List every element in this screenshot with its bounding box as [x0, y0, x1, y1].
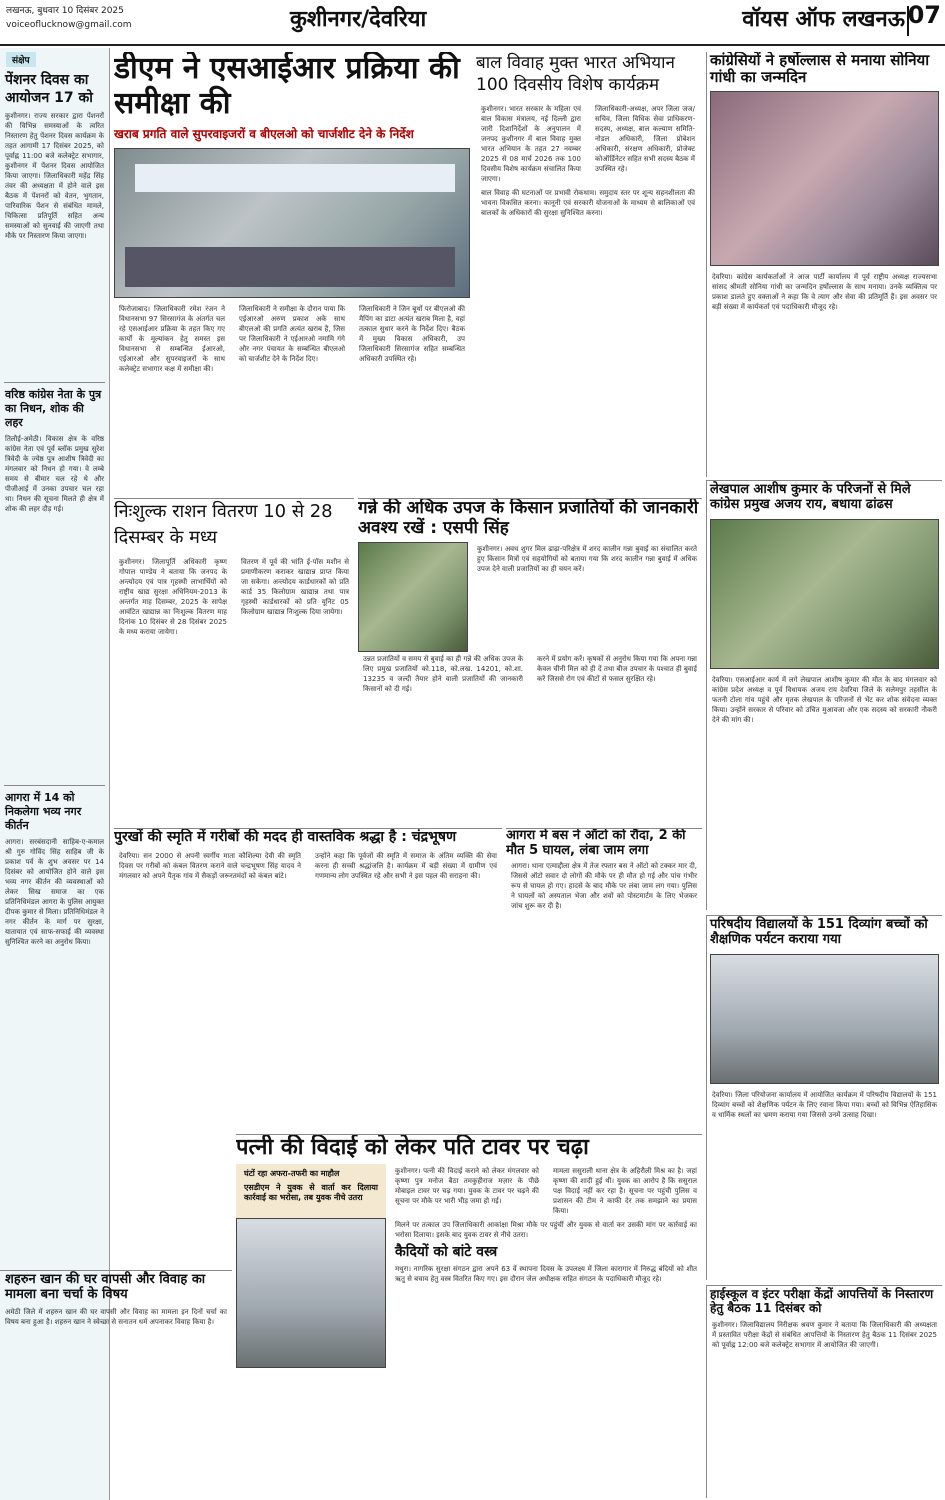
sidebar-body-2: तिलौई-अमेठी। विकास क्षेत्र के वरिष्ठ कांग्रेस नेता एवं पूर्व ब्लॉक प्रमुख सुरेश त्रिवेदी के ज्येष्ठ पुत्र आशीष त्रिवेदी का मंगलवार को निधन हो गया। वे लम्बे समय से बीमार चल रहे थे और पीजीआई में उनका उपचार चल रहा था। निधन की सूचना मिलते ही क्षेत्र में शोक की लहर दौड़ गई।	[5, 435, 104, 513]
tower-row	[236, 1164, 702, 1218]
ration-columns	[114, 555, 354, 639]
puraskar-body-1: देवरिया। सन 2000 से अपनी स्वर्गीय माता कौशिल्या देवी की स्मृति दिवस पर गरीबों को कंबल वितरण कराने वाले चन्द्रभूषण सिंह यादव ने मंगलवार को अपने पैतृक गांव में सैकड़ों जरूरतमंदों को कंबल बांटे।	[119, 852, 301, 881]
bal-vivah-story	[476, 52, 700, 492]
tower-bullet-2: एसडीएम ने युवक से वार्ता कर दिलाया कार्रवाई का भरोसा, तब युवक नीचे उतरा	[244, 1183, 378, 1203]
ganna-story	[358, 498, 702, 818]
divyang-photo	[710, 954, 939, 1084]
section-title: कुशीनगर/देवरिया	[290, 7, 427, 32]
ganna-headline: गन्ने की अधिक उपज के किसान प्रजातियों की जानकारी अवश्य रखें : एसपी सिंह	[358, 498, 699, 538]
sidebar-headline-3: आगरा में 14 को निकलेगा भव्य नगर कीर्तन	[5, 791, 82, 832]
lead-body-1: फिरोजाबाद। जिलाधिकारी रमेश रंजन ने विधानसभा 97 सिरसागंज के अंतर्गत चल रहे एसआईआर प्रक्रिया के तहत किए गए कार्यों के मूल्यांकन हेतु समस्त इस विधानसभा से सम्बन्धित ईआरओ, एईआरओ और सुपरवाइजरों के साथ कलेक्ट्रेट सभागार कक्ष में समीक्षा की।	[119, 305, 225, 373]
masthead-info	[6, 4, 132, 32]
lekhpal-photo	[710, 519, 939, 669]
lekhpal-story	[706, 480, 942, 910]
sidebar-headline-1: पेंशनर दिवस का आयोजन 17 को	[5, 72, 93, 106]
highschool-body: कुशीनगर। जिलाविद्यालय निरीक्षक श्रवण कुमार ने बताया कि जिलाधिकारी की अध्यक्षता में प्रस्तावित परीक्षा केंद्रों से संबंधित आपत्तियों के निस्तारण हेतु बैठक 11 दिसंबर 2025 को पूर्वाह्न 12:00 बजे कलेक्ट्रेट सभागार में आयोजित की जाएगी।	[712, 1320, 937, 1349]
dateline: लखनऊ, बुधवार 10 दिसंबर 2025	[6, 6, 124, 16]
lead-subhead: खराब प्रगति वाले सुपरवाइजरों व बीएलओ को चार्जशीट देने के निर्देश	[114, 127, 414, 141]
sidebar-headline-2: वरिष्ठ कांग्रेस नेता के पुत्र का निधन, शोक की लहर	[5, 388, 102, 429]
bal-body-1: कुशीनगर। भारत सरकार के महिला एवं बाल विकास मंत्रालय, नई दिल्ली द्वारा जारी दिशानिर्देशों के अनुपालन में जनपद कुशीनगर में बाल विवाह मुक्त भारत अभियान के तहत 27 नवम्बर 2025 से 08 मार्च 2026 तक 100 दिवसीय विशेष कार्यक्रम संचालित किया जाएगा।	[481, 105, 581, 183]
shahrun-story	[0, 1270, 232, 1498]
lead-story	[114, 52, 470, 472]
ganna-columns-2	[358, 652, 702, 696]
puraskar-headline: पुरखों की स्मृति में गरीबों की मदद ही वास्तविक श्रद्धा है : चंद्रभूषण	[114, 829, 457, 845]
paper-title: वॉयस ऑफ लखनऊ	[742, 7, 905, 32]
lead-body-3: जिलाधिकारी ने जिन बूथों पर बीएलओ की मैपिंग का डाटा अत्यंत खराब मिला है, वहां तत्काल सुधार करने के निर्देश दिए। बैठक में मुख्य विकास अधिकारी, उप जिलाधिकारी सिरसागंज सहित सम्बन्धित अधिकारी उपस्थित रहे।	[359, 305, 465, 363]
tower-headline: पत्नी की विदाई को लेकर पति टावर पर चढ़ा	[236, 1135, 589, 1160]
highschool-story	[706, 1285, 942, 1498]
divyang-story	[706, 915, 942, 1280]
vastra-body: मथुरा। नागरिक सुरक्षा संगठन द्वारा अपने 63 वें स्थापना दिवस के उपलक्ष्य में जिला कारागार में निरुद्ध बंदियों को शीत ऋतु से बचाव हेतु वस्त्र वितरित किए गए। इस दौरान जेल अधीक्षक सहित संगठन के पदाधिकारी मौजूद रहे।	[395, 1265, 697, 1284]
masthead	[0, 0, 945, 46]
agra-headline: आगरा में बस ने ऑटो को रौंदा, 2 की मौत 5 घायल, लंबा जाम लगा	[506, 828, 686, 858]
agra-body: आगरा। थाना एत्माद्दौला क्षेत्र में तेज रफ्तार बस ने ऑटो को टक्कर मार दी, जिससे ऑटो सवार दो लोगों की मौके पर ही मौत हो गई और पांच गंभीर रूप से घायल हो गए। हादसे के बाद मौके पर लंबा जाम लग गया। पुलिस ने घायलों को अस्पताल भेजा और शवों को पोस्टमार्टम के लिए भेजकर जांच शुरू कर दी है।	[511, 861, 697, 910]
shahrun-body: अमेठी जिले में शहरुन खान की घर वापसी और विवाह का मामला इन दिनों चर्चा का विषय बना हुआ है। शहरुन खान ने स्वेच्छा से सनातन धर्म अपनाकर विवाह किया है।	[5, 1307, 227, 1326]
lead-body-2: जिलाधिकारी ने समीक्षा के दौरान पाया कि एईआरओ अरुण प्रकाश अके साथ बीएलओ की प्रगति अत्यंत खराब है, जिस पर जिलाधिकारी ने एईआरओ नमामि गंगे और नगर पंचायत के सम्बन्धित बीएलओ को चार्जशीट देने के निर्देश दिए।	[239, 305, 345, 363]
meeting-banner	[135, 164, 455, 192]
tower-bullets	[236, 1164, 386, 1218]
sidebar-body-1: कुशीनगर। राज्य सरकार द्वारा पेंशनरों की विभिन्न समस्याओं के त्वरित निस्तारण हेतु पेंशनर दिवस कार्यक्रम के तहत आगामी 17 दिसंबर 2025, को पूर्वाह्न 11:00 बजे कलेक्ट्रेट सभागार, कुशीनगर में पेंशनर दिवस आयोजित किया जाएगा। जिलाधिकारी महेंद्र सिंह तंवर की अध्यक्षता में होने वाले इस बैठक में पेंशनरों को वेतन, भुगतान, पारिवारिक पेंशन से संबंधित मामले, चिकित्सा प्रतिपूर्ति सहित अन्य समस्याओं को सुनवाई की जाएगी तथा मौके पर निस्तारण किया जाएगा।	[5, 112, 104, 240]
meeting-table	[125, 247, 455, 287]
congress-story	[706, 52, 942, 477]
tower-photo	[236, 1218, 386, 1368]
puraskar-columns	[114, 849, 502, 883]
congress-headline: कांग्रेसियों ने हर्षोल्लास से मनाया सोनिया गांधी का जन्मदिन	[710, 52, 930, 87]
puraskar-story	[114, 828, 502, 1128]
lead-headline: डीएम ने एसआईआर प्रक्रिया की समीक्षा की	[114, 52, 460, 121]
tower-bullet-1: घंटों रहा अफरा-तफरी का माहौल	[244, 1169, 340, 1179]
puraskar-body-2: उन्होंने कहा कि पूर्वजों की स्मृति में समाज के अंतिम व्यक्ति की सेवा करना ही सच्ची श्रद्धांजलि है। कार्यक्रम में बड़ी संख्या में ग्रामीण एवं गणमान्य लोग उपस्थित रहे और सभी ने इस पहल की सराहना की।	[315, 852, 497, 881]
divyang-headline: परिषदीय विद्यालयों के 151 दिव्यांग बच्चों को शैक्षणिक पर्यटन कराया गया	[710, 917, 928, 947]
ration-body-1: कुशीनगर। जिलापूर्ति अधिकारी कृष्ण गोपाल पाण्डेय ने बताया कि जनपद के अन्त्योदय एवं पात्र गृहस्थी लाभार्थियों को राष्ट्रीय खाद्य सुरक्षा अधिनियम-2013 के अन्तर्गत माह दिसम्बर, 2025 के सापेक्ष आवंटित खाद्यान्न का निःशुल्क वितरण माह दिनांक 10 दिसंबर से 28 दिसंबर 2025 के मध्य कराया जायेगा।	[119, 558, 227, 636]
bal-headline: बाल विवाह मुक्त भारत अभियान 100 दिवसीय विशेष कार्यक्रम	[476, 53, 675, 95]
divider	[4, 785, 105, 786]
tower-right	[390, 1218, 702, 1368]
ganna-photo	[358, 542, 468, 652]
page-number: 07	[907, 1, 941, 29]
ration-headline: निःशुल्क राशन वितरण 10 से 28 दिसम्बर के मध्य	[114, 501, 333, 548]
brief-tag: संक्षेप	[6, 52, 36, 67]
tower-row-2	[236, 1218, 702, 1368]
tower-body-2: मामला ससुराली थाना क्षेत्र के अहिरौली मिश्र का है। जहां कृष्णा की शादी हुई थी। युवक का आरोप है कि ससुराल पक्ष विदाई नहीं कर रहा है। सूचना पर पहुंची पुलिस व प्रशासन की टीम ने काफी देर तक समझाने का प्रयास किया।	[553, 1167, 697, 1216]
ration-story	[114, 498, 354, 808]
agra-story	[506, 828, 702, 1128]
lead-columns	[114, 302, 470, 376]
highschool-headline: हाईस्कूल व इंटर परीक्षा केंद्रों आपत्तियों के निस्तारण हेतु बैठक 11 दिसंबर को	[710, 1287, 934, 1315]
ganna-columns	[358, 542, 702, 652]
lekhpal-headline: लेखपाल आशीष कुमार के परिजनों से मिले कांग्रेस प्रमुख अजय राय, बधाया ढांढस	[710, 482, 911, 512]
ganna-body-1: कुशीनगर। अवध शुगर मिल ढाढ़ा-परिक्षेत्र में शरद कालीन गन्ना बुवाई का संचालित करते हुए किसान मित्रों एवं सहयोगियों को बताया गया कि शरद कालीन गन्ना बुवाई में अधिक उपज देने वाली प्रजातियों का ही चयन करें।	[477, 545, 697, 574]
divider	[4, 382, 105, 383]
bal-columns	[476, 102, 700, 186]
ration-body-2: वितरण में पूर्व की भांति ई-पॉस मशीन से प्रमाणीकरण कराकर खाद्यान्न प्राप्त किया जा सकेगा। अन्त्योदय कार्डधारकों को प्रति कार्ड 35 किलोग्राम खाद्यान्न तथा पात्र गृहस्थी कार्डधारकों को प्रति यूनिट 05 किलोग्राम खाद्यान्न निःशुल्क दिया जायेगा।	[241, 558, 349, 616]
tower-body-1: कुशीनगर। पत्नी की विदाई कराने को लेकर मंगलवार को कृष्णा पुत्र मनोज बैठा तमकुहीराज मज़ार के पीछे मोबाइल टावर पर चढ़ गया। युवक के टावर पर चढ़ने की सूचना पर मौके पर भारी भीड़ जमा हो गई।	[395, 1167, 539, 1206]
congress-body: देवरिया। कांग्रेस कार्यकर्ताओं ने आज पार्टी कार्यालय में पूर्व राष्ट्रीय अध्यक्ष राज्यसभा सांसद श्रीमती सोनिया गांधी का जन्मदिन हर्षोल्लास के साथ मनाया। उनके व्यक्तित्व पर प्रकाश डालते हुए वक्ताओं ने कहा कि वे त्याग और सेवा की प्रतिमूर्ति हैं। इस अवसर पर बड़ी संख्या में कार्यकर्ता एवं पदाधिकारी मौजूद रहे।	[712, 272, 937, 311]
bal-body-2: जिलाधिकारी-अध्यक्ष, अपर जिला जज/सचिव, जिला विधिक सेवा प्राधिकरण-सदस्य, अध्यक्ष, बाल कल्याण समिति-नोडल अधिकारी, जिला प्रोबेशन अधिकारी, संरक्षण अधिकारी, प्रोजेक्ट कोऑर्डिनेटर सहित सभी सदस्य बैठक में उपस्थित रहे।	[595, 105, 695, 173]
congress-photo	[710, 91, 939, 266]
ganna-body-3: करने में प्रयोग करें। कृषकों से अनुरोध किया गया कि अपना गन्ना केवल चीनी मिल को ही दें तथा बीज उपचार के पश्चात ही बुवाई करें जिससे रोग एवं कीटों से फसल सुरक्षित रहे।	[537, 655, 697, 684]
meeting-photo	[114, 148, 470, 298]
bal-body-3: बाल विवाह की घटनाओं पर प्रभावी रोकथाम। समुदाय स्तर पर शून्य सहनशीलता की भावना विकसित करना। कानूनी एवं सरकारी योजनाओं के माध्यम से बालिकाओं एवं बालकों के अधिकारों की सुरक्षा सुनिश्चित करना।	[481, 189, 695, 217]
vastra-headline: कैदियों को बांटे वस्त्र	[395, 1244, 498, 1261]
ganna-body-2: उन्नत प्रजातियों व समय से बुवाई का ही गन्ने की अधिक उपज के लिए प्रमुख प्रजातियों को.118, को.लख. 14201, को.शा. 13235 व जल्दी तैयार होने वाली प्रजातियों की जानकारी किसानों को दी गई।	[363, 655, 523, 694]
lekhpal-body: देवरिया। एसआईआर कार्य में लगे लेखपाल आशीष कुमार की मौत के बाद मंगलवार को कांग्रेस प्रदेश अध्यक्ष व पूर्व विधायक अजय राय देवरिया जिले के सलेमपुर तहसील के फतनी टोला गांव पहुंचे और मृतक लेखपाल के परिजनों से भेंट कर शोक संवेदना व्यक्त किया। उन्होंने सरकार से परिवार को उचित मुआवजा और एक सदस्य को सरकारी नौकरी देने की मांग की।	[712, 675, 937, 724]
website: voiceoflucknow@gmail.com	[6, 20, 132, 30]
sidebar-body-3: आगरा। सरबंसदानी साहिब-ए-कमाल श्री गुरु गोविंद सिंह साहिब जी के प्रकाश पर्व के शुभ अवसर पर 14 दिसंबर को आयोजित होने वाले इस भव्य नगर कीर्तन की व्यवस्थाओं को लेकर सिख समाज का एक प्रतिनिधिमंडल आगरा के पुलिस आयुक्त दीपक कुमार से मिला। प्रतिनिधिमंडल ने नगर कीर्तन के मार्ग पर सुरक्षा, यातायात एवं साफ-सफाई की व्यवस्था सुनिश्चित करने का अनुरोध किया।	[5, 838, 104, 946]
shahrun-headline: शहरुन खान की घर वापसी और विवाह का मामला बना चर्चा के विषय	[5, 1272, 206, 1302]
tower-story	[236, 1134, 702, 1498]
tower-body-3: मिलने पर तत्काल उप जिलाधिकारी आकांक्षा मिश्रा मौके पर पहुंचीं और युवक से वार्ता कर उसकी मांग पर कार्रवाई का भरोसा दिलाया। इसके बाद युवक टावर से नीचे उतरा।	[395, 1221, 697, 1240]
divyang-body: देवरिया। जिला परियोजना कार्यालय में आयोजित कार्यक्रम में परिषदीय विद्यालयों के 151 दिव्यांग बच्चों को शैक्षणिक पर्यटन के लिए रवाना किया गया। बच्चों को विभिन्न ऐतिहासिक व धार्मिक स्थलों का भ्रमण कराया गया जिससे उनमें उत्साह दिखा।	[712, 1090, 937, 1119]
